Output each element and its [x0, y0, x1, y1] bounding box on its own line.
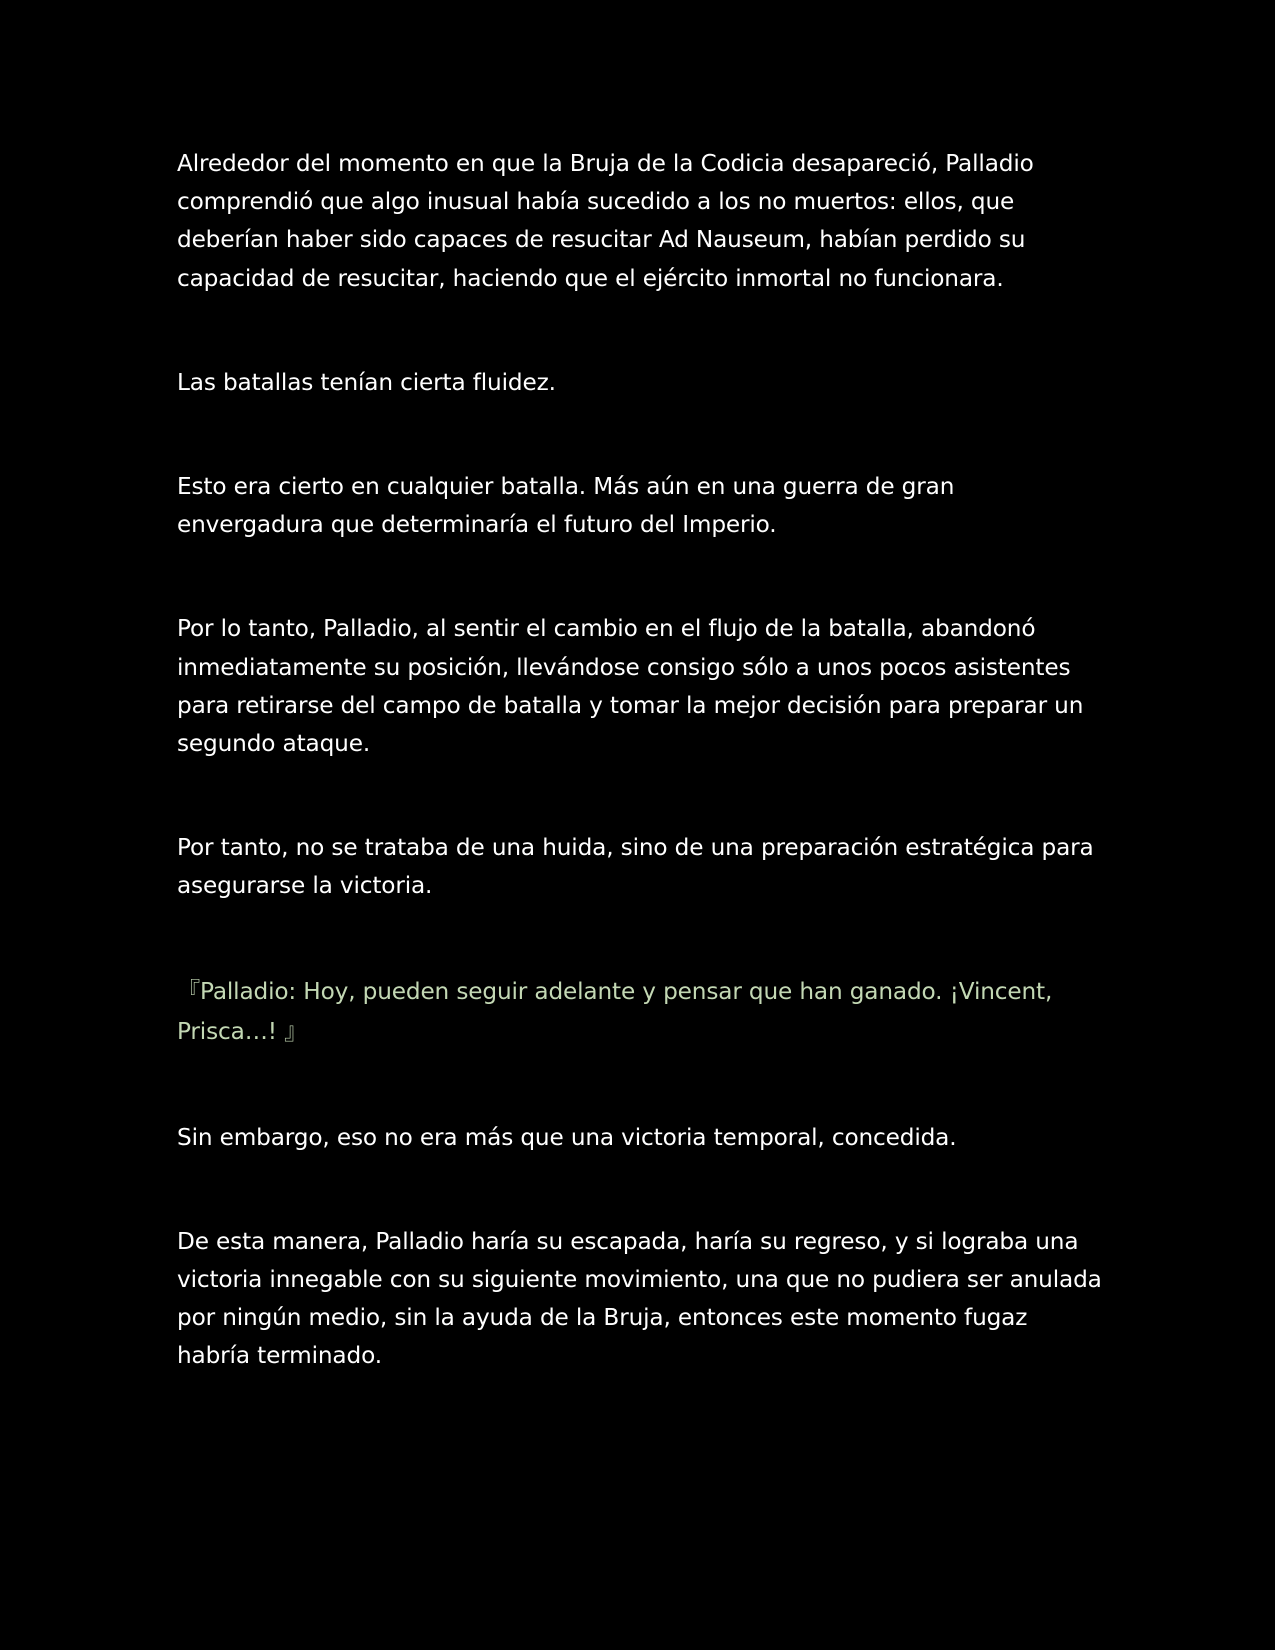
- dialogue-paragraph: 『Palladio: Hoy, pueden seguir adelante y pensar que han ganado. ¡Vincent, Prisca…! 』: [177, 977, 1053, 1046]
- document-page: [177, 145, 1107, 1442]
- paragraph: Las batallas tenían cierta fluidez.: [177, 368, 556, 396]
- paragraph: De esta manera, Palladio haría su escapada, haría su regreso, y si lograba una victoria innegable con su siguiente movimiento, una que no pudiera ser anulada por ningún medio, sin la ayuda de la Bruja, entonces este momento fugaz habría terminado.: [177, 1227, 1102, 1370]
- paragraph: Por tanto, no se trataba de una huida, sino de una preparación estratégica para asegurarse la victoria.: [177, 834, 1094, 900]
- paragraph: Por lo tanto, Palladio, al sentir el cambio en el flujo de la batalla, abandonó inmediatamente su posición, llevándose consigo sólo a unos pocos asistentes para retirarse del campo de batalla y tomar la mejor decisión para preparar un segundo ataque.: [177, 615, 1084, 758]
- paragraph: Alrededor del momento en que la Bruja de la Codicia desapareció, Palladio comprendió que algo inusual había sucedido a los no muertos: ellos, que deberían haber sido capaces de resucitar Ad Nauseum, habían perdido su capacidad de resucitar, haciendo que el ejército inmortal no funcionara.: [177, 150, 1034, 292]
- paragraph: Esto era cierto en cualquier batalla. Más aún en una guerra de gran envergadura que determinaría el futuro del Imperio.: [177, 473, 955, 539]
- paragraph: Sin embargo, eso no era más que una victoria temporal, concedida.: [177, 1123, 957, 1151]
